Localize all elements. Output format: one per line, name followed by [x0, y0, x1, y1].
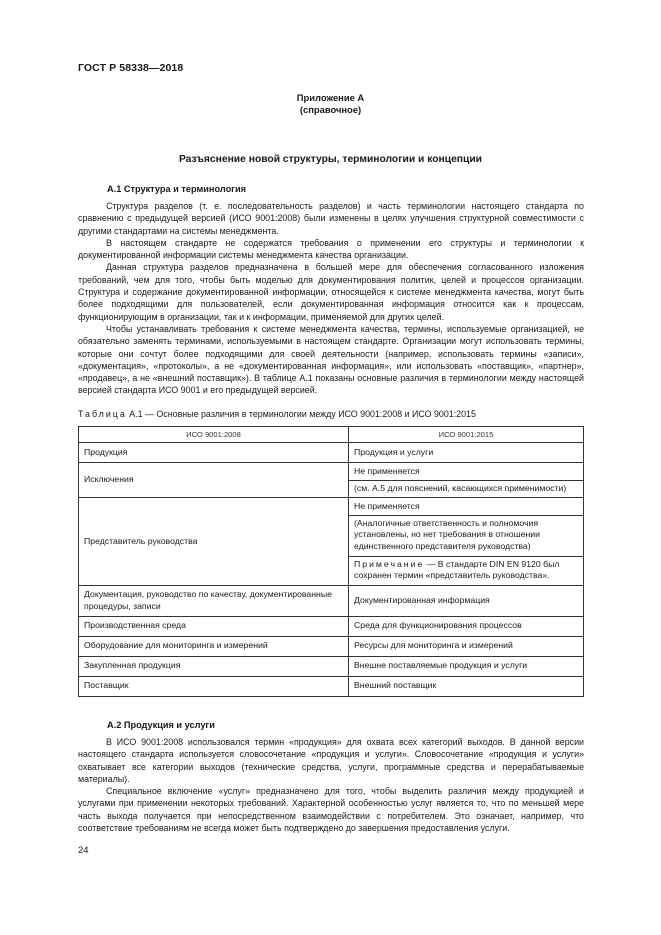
terminology-table [78, 426, 584, 697]
table-note [349, 556, 583, 585]
cell-line: Не применяется [354, 466, 420, 476]
main-title: Разъяснение новой структуры, терминологии и концепции [178, 154, 483, 165]
table-row [79, 676, 584, 696]
note-label: Примечание [354, 558, 425, 569]
table-row [79, 463, 584, 498]
paragraph: Чтобы устанавливать требования к системе менеджмента качества, термины, используемые организацией, не обязательно заменять терминами, используемыми в настоящем стандарте. Организации могут использовать термины, которые они сочтут более подходящими для своей деятельности (например, использовать термины «записи», «документация», «протоколы», а не «документированная информация», или использовать «поставщик», «партнер», «продавец», а не «внешний поставщик»). В таблице А.1 показаны основные различия в терминологии между настоящей версией стандарта ИСО 9001 и его предыдущей версией. [78, 323, 584, 396]
table-cell: Производственная среда [79, 616, 349, 636]
paragraph: Специальное включение «услуг» предназначено для того, чтобы выделить различия между продукцией и услугами при применении некоторых требований. Характерной особенностью услуг является то, что по меньшей мере часть выхода получается при непосредственном взаимодействии с потребителем. Это означает, например, что соответствие требованиям не всегда может быть подтверждено до завершения предоставления услуги. [78, 786, 584, 834]
table-caption [78, 409, 476, 419]
table-cell: Среда для функционирования процессов [349, 616, 584, 636]
cell-line: (Аналогичные ответственность и полномочия установлены, но нет требования в отношении единственного представителя руководства) [349, 515, 583, 556]
table-cell [349, 463, 584, 498]
table-header-row [79, 427, 584, 443]
table-row [79, 585, 584, 616]
annex-subtitle: (справочное) [299, 104, 362, 115]
paragraph: Структура разделов (т. е. последовательность разделов) и часть терминологии настоящего стандарта по сравнению с предыдущей версией (ИСО 9001:2008) были изменены в целях улучшения структурной совместимости с другими стандартами на системы менеджмента. [78, 201, 584, 236]
paragraph: В настоящем стандарте не содержатся требования о применении его структуры и терминологии к документированной информации системы менеджмента качества организации. [78, 237, 584, 261]
table-row [79, 636, 584, 656]
cell-line: (см. А.5 для пояснений, касающихся применимости) [349, 480, 583, 498]
column-header: ИСО 9001:2015 [349, 427, 584, 443]
table-row [79, 443, 584, 463]
table-cell: Ресурсы для мониторинга и измерений [349, 636, 584, 656]
column-header: ИСО 9001:2008 [79, 427, 349, 443]
table-row [79, 498, 584, 586]
table-caption-label: Таблица [78, 409, 127, 419]
table-cell: Документированная информация [349, 585, 584, 616]
paragraph: В ИСО 9001:2008 использовался термин «продукция» для охвата всех категорий выходов. В данной версии настоящего стандарта используется словосочетание «продукция и услуги». Словосочетание «продукция и услуги» охватывает все категории выходов (технические средства, услуги, программные средства и перерабатываемые материалы). [78, 737, 584, 784]
section-a2-body [78, 736, 584, 834]
table-caption-text: А.1 — Основные различия в терминологии между ИСО 9001:2008 и ИСО 9001:2015 [126, 409, 476, 419]
table-cell: Оборудование для мониторинга и измерений [79, 636, 349, 656]
cell-line: Не применяется [354, 501, 420, 512]
table-cell: Внешний поставщик [349, 676, 584, 696]
table-cell: Внешне поставляемые продукция и услуги [349, 656, 584, 676]
table-cell [349, 498, 584, 586]
section-a2-heading: А.2 Продукция и услуги [107, 720, 215, 730]
page-number: 24 [78, 845, 89, 856]
section-a1-heading: А.1 Структура и терминология [107, 184, 247, 194]
table-row [79, 656, 584, 676]
table-cell: Закупленная продукция [79, 656, 349, 676]
paragraph: Данная структура разделов предназначена в большей мере для обеспечения согласованного изложения требований, чем для того, чтобы быть моделью для документирования политик, целей и процессов организации. Структура и содержание документированной информации, относящейся к системе менеджмента качества, могут быть более подходящими для пользователей, если документированная информация относится как к процессам, функционирующим в организации, так и к информации, применяемой для других целей. [78, 262, 584, 322]
table-row [79, 616, 584, 636]
note-text: — В стандарте DIN EN 9120 был сохранен термин «представитель руководства». [354, 558, 560, 581]
section-a1-body [78, 200, 584, 397]
table-cell: Исключения [79, 463, 349, 498]
table-cell: Поставщик [79, 676, 349, 696]
table-cell: Продукция [79, 443, 349, 463]
table-cell: Продукция и услуги [349, 443, 584, 463]
table-cell: Документация, руководство по качеству, документированные процедуры, записи [79, 585, 349, 616]
annex-title: Приложение А [296, 92, 365, 103]
table-cell: Представитель руководства [79, 498, 349, 586]
document-id: ГОСТ Р 58338—2018 [78, 62, 184, 74]
annex-heading [78, 92, 583, 116]
